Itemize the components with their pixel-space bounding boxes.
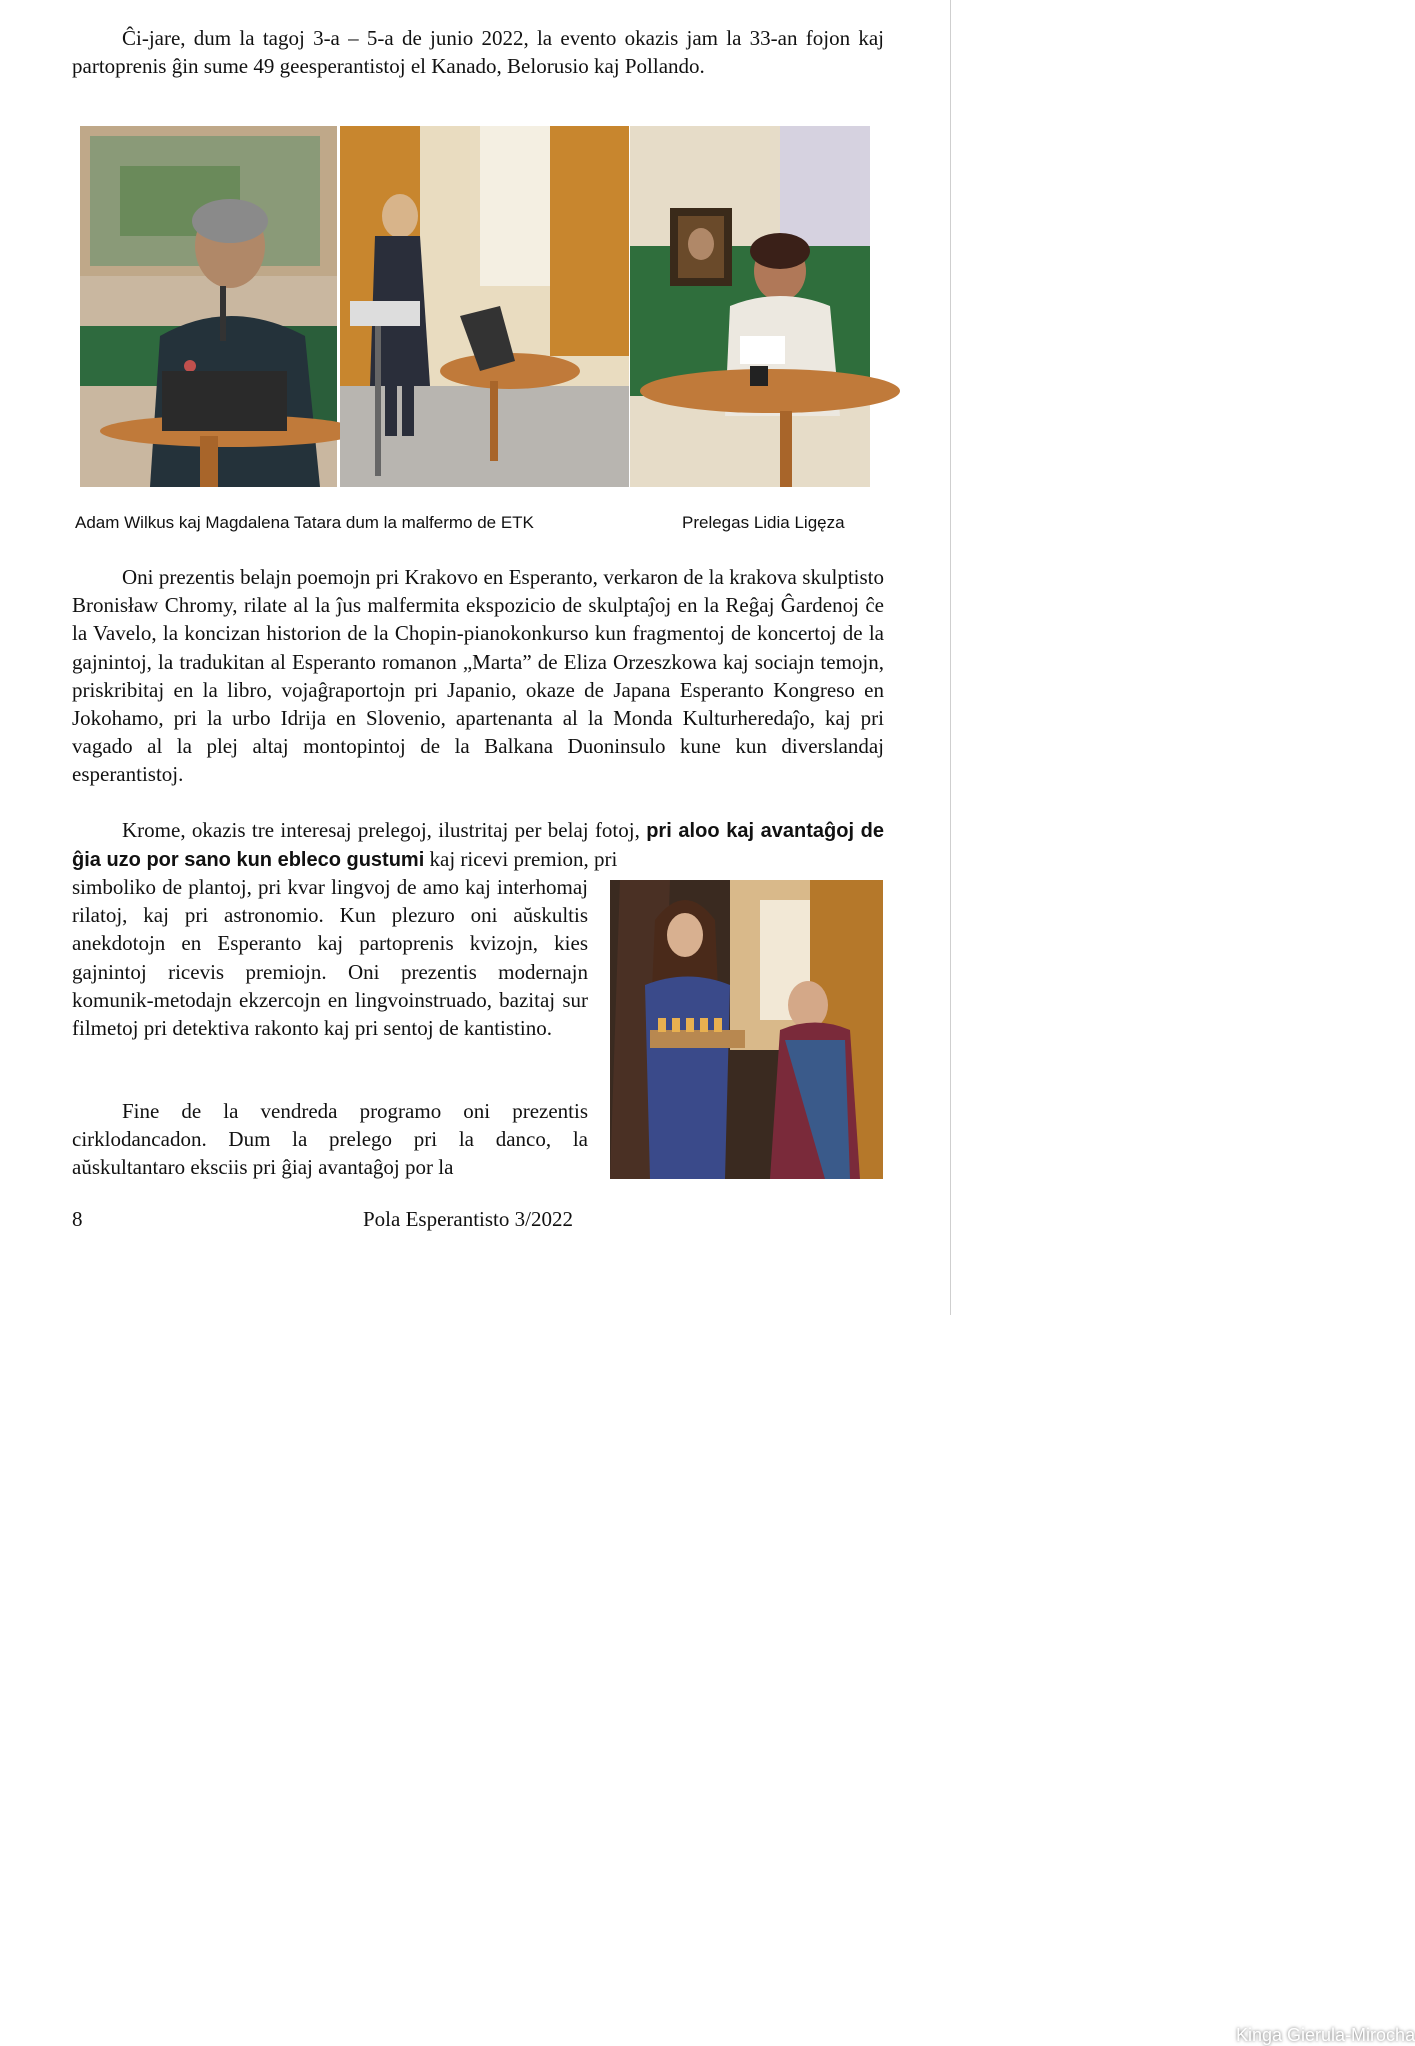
bold-aloe-phrase: pri aloo kaj avantaĝoj de ĝia uzo por sano kun ebleco gustumi xyxy=(72,820,885,872)
paragraph-dance: Fine de la vendreda programo oni prezentis cirklodancadon. Dum la prelego pri la danco, la aŭskultantaro eksciis pri ĝiaj avantaĝoj por la xyxy=(72,1099,588,1180)
photo-lidia-ligeza xyxy=(630,126,870,487)
photo-magdalena-tatara xyxy=(340,126,629,487)
photo-kinga-gierula-mirocha xyxy=(610,880,1415,2045)
caption-lecturer: Prelegas Lidia Ligęza xyxy=(682,513,845,532)
caption-opening: Adam Wilkus kaj Magdalena Tatara dum la malfermo de ETK xyxy=(75,513,534,532)
caption-inset-photo: Kinga Gierula-Mirocha xyxy=(1236,2025,1415,2045)
page-number: 8 xyxy=(72,1207,83,1231)
paragraph-intro: Ĉi-jare, dum la tagoj 3-a – 5-a de junio 2022, la evento okazis jam la 33-an fojon kaj partoprenis ĝin sume 49 geesperantistoj el Kanado, Belorusio kaj Pollando. xyxy=(72,26,884,79)
paragraph-lectures: Krome, okazis tre interesaj prelegoj, ilustritaj per belaj fotoj, pri aloo kaj avantaĝoj de ĝia uzo por sano kun ebleco gustumi kaj ricevi premion, pri xyxy=(72,818,885,872)
paragraph-presentations: Oni prezentis belajn poemojn pri Krakovo en Esperanto, verkaron de la krakova skulptisto Bronisław Chromy, rilate al la ĵus malfermita ekspozicio de skulptaĵoj en la Reĝaj Ĝardenoj ĉe la Vavelo, la koncizan historion de la Chopin-pianokonkurso kun fragmentoj de koncertoj de la gajnintoj, la tradukitan al Esperanto romanon „Marta” de Eliza Orzeszkowa kaj sociajn temojn, priskribitaj en la libro, vojaĝraportojn pri Japanio, okaze de Japana Esperanto Kongreso en Jokohamo, pri la urbo Idrija en Slovenio, apartenanta al la Monda Kulturheredaĵo, kaj pri vagado al la plej altaj montopintoj de la Balkana Duoninsulo kune kun diverslandaj esperantistoj. xyxy=(72,565,884,787)
paragraph-lectures-continued: simboliko de plantoj, pri kvar lingvoj de amo kaj interhomaj rilatoj, kaj pri astronomio. Kun plezuro oni aŭskultis anekdotojn en Esperanto kaj partoprenis kvizojn, kies gajnintoj ricevis premiojn. Oni prezentis modernajn komunik-metodajn ekzercojn en lingvoinstruado, bazitaj sur filmetoj pri detektiva rakonto kaj pri sentoj de kantistino. xyxy=(72,875,588,1041)
publication-name: Pola Esperantisto 3/2022 xyxy=(363,1207,573,1231)
photo-adam-wilkus xyxy=(80,126,337,487)
